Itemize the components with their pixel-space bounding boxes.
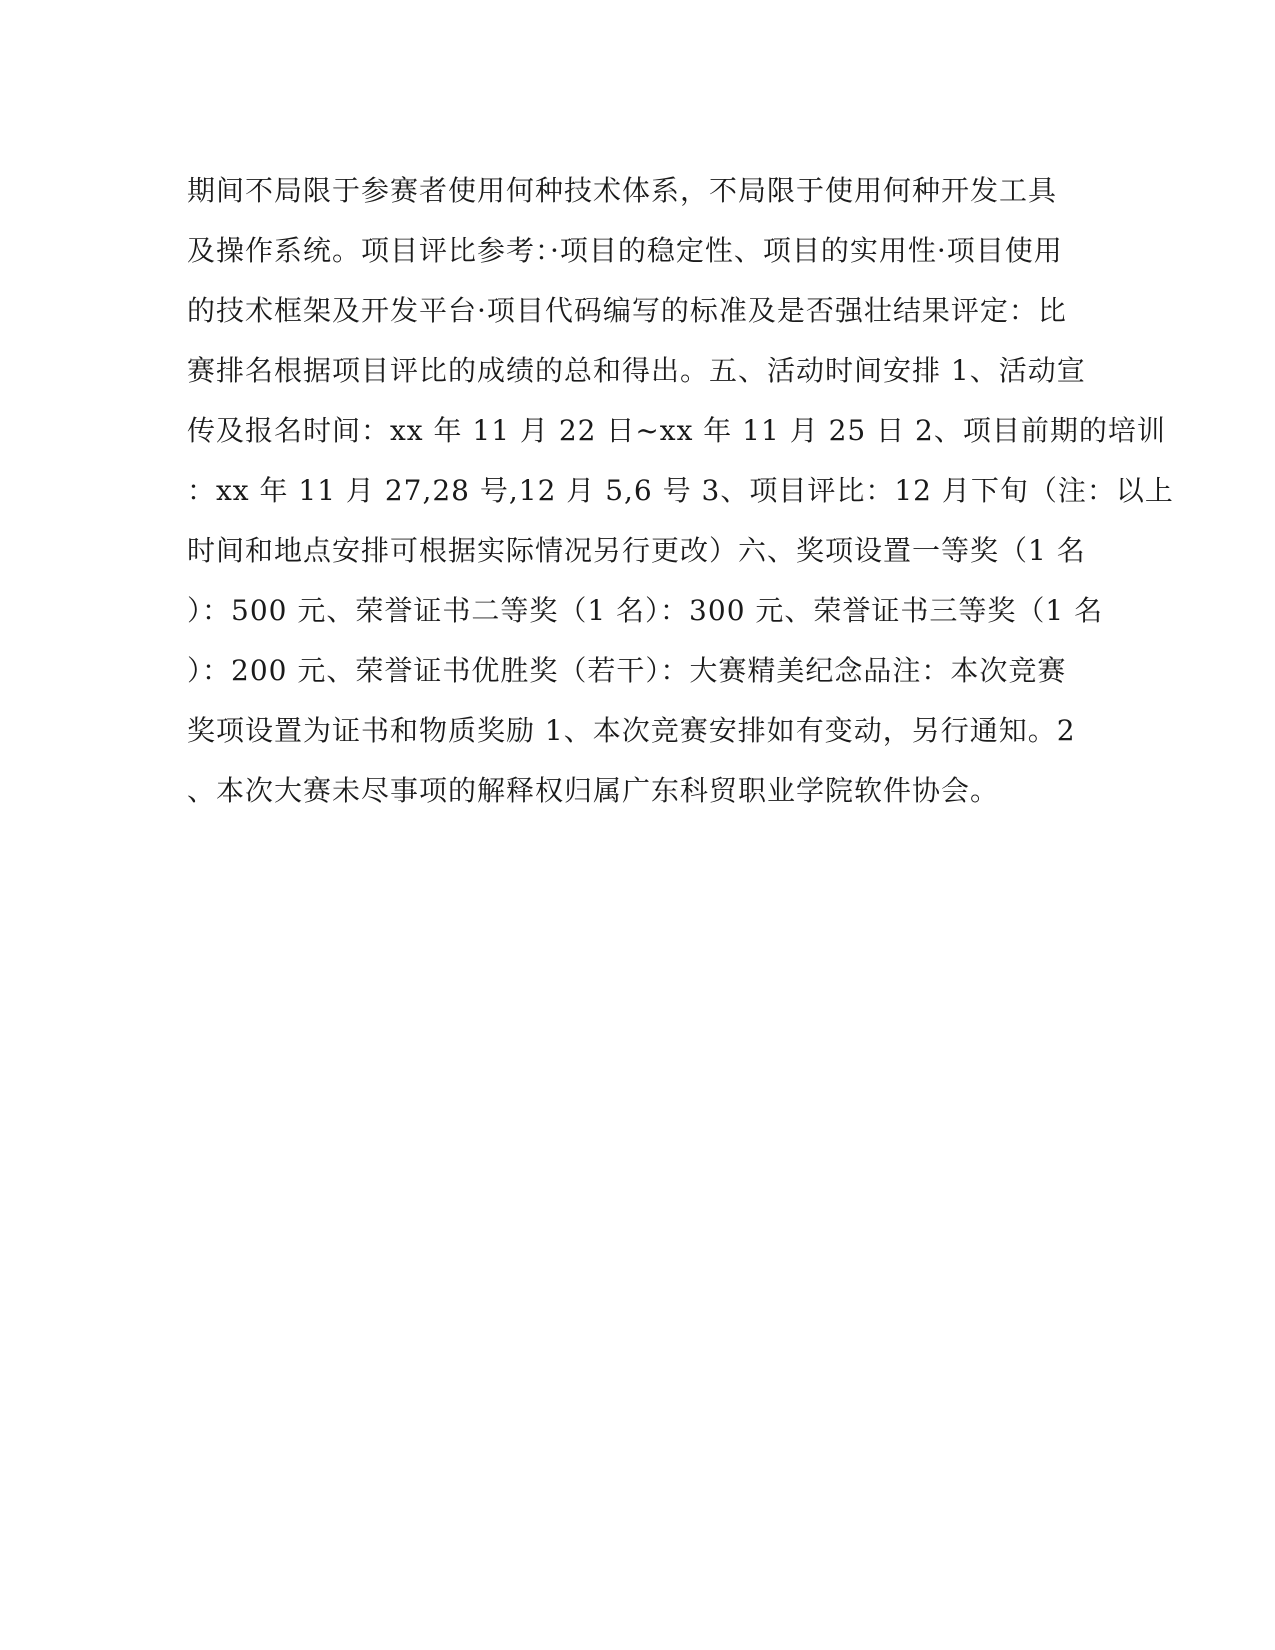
text-line-8: ）：500 元、荣誉证书二等奖（1 名）：300 元、荣誉证书三等奖（1 名 xyxy=(187,594,1104,627)
text-line-6: ：xx 年 11 月 27,28 号,12 月 5,6 号 3、项目评比：12 月下旬（注：以上 xyxy=(187,474,1174,507)
text-line-9: ）：200 元、荣誉证书优胜奖（若干）：大赛精美纪念品注：本次竞赛 xyxy=(187,654,1067,687)
text-line-11: 、本次大赛未尽事项的解释权归属广东科贸职业学院软件协会。 xyxy=(187,774,1000,807)
text-line-1: 期间不局限于参赛者使用何种技术体系，不局限于使用何种开发工具 xyxy=(187,174,1058,207)
text-line-7: 时间和地点安排可根据实际情况另行更改）六、奖项设置一等奖（1 名 xyxy=(187,534,1086,567)
text-line-10: 奖项设置为证书和物质奖励 1、本次竞赛安排如有变动，另行通知。2 xyxy=(187,714,1076,747)
body-text xyxy=(187,161,1174,821)
text-line-5: 传及报名时间：xx 年 11 月 22 日~xx 年 11 月 25 日 2、项目前期的培训 xyxy=(187,414,1166,447)
text-line-3: 的技术框架及开发平台·项目代码编写的标准及是否强壮结果评定：比 xyxy=(187,294,1067,327)
text-line-2: 及操作系统。项目评比参考：·项目的稳定性、项目的实用性·项目使用 xyxy=(187,234,1063,267)
text-line-4: 赛排名根据项目评比的成绩的总和得出。五、活动时间安排 1、活动宣 xyxy=(187,354,1086,387)
